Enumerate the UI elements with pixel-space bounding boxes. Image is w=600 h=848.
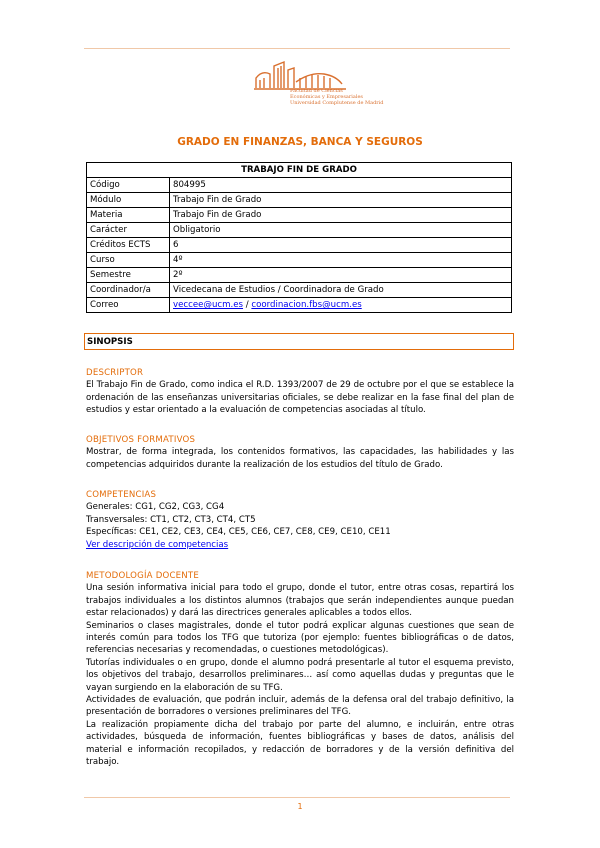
competencias-link[interactable]: Ver descripción de competencias <box>86 539 229 550</box>
header-rule <box>84 48 510 49</box>
metodologia-paragraph: La realización propiamente dicha del trabajo por parte del alumno, e incluirán, entre otras actividades, búsqueda de información, fuentes bibliográficas y bases de datos, análisis del material e información recopilados, y redacción de borradores y de la versión definitiva del trabajo. <box>86 719 514 768</box>
descriptor-title: DESCRIPTOR <box>86 368 144 378</box>
descriptor-text: El Trabajo Fin de Grado, como indica el R.D. 1393/2007 de 29 de octubre por el que se establece la ordenación de las enseñanzas universitarias oficiales, se debe realizar en la fase final del plan de estudios y estar orientado a la evaluación de competencias asociadas al título. <box>86 380 514 416</box>
objetivos-text: Mostrar, de forma integrada, los contenidos formativos, las capacidades, las habilidades y las competencias adquiridos durante la realización de los estudios del título de Grado. <box>86 447 514 470</box>
metodologia-section <box>86 570 514 769</box>
page-number: 1 <box>297 802 303 811</box>
email-label: Correo <box>87 298 170 313</box>
metodologia-paragraph: Tutorías individuales o en grupo, donde el alumno podrá presentarle al tutor el esquema previsto, los objetivos del trabajo, desarrollos preliminares… así como aquellas dudas y preguntas que le vayan surgiendo en la elaboración de su TFG. <box>86 657 514 693</box>
objetivos-section <box>86 434 514 471</box>
email-link-veccee[interactable]: veccee@ucm.es <box>173 300 244 310</box>
table-row: Carácter Obligatorio <box>87 223 512 238</box>
competencias-section <box>86 489 514 551</box>
table-row: Materia Trabajo Fin de Grado <box>87 208 512 223</box>
table-row-email <box>87 298 512 313</box>
email-link-coordinacion[interactable]: coordinacion.fbs@ucm.es <box>251 300 362 310</box>
course-info-table <box>86 162 512 313</box>
email-separator: / <box>243 300 252 310</box>
table-row: Módulo Trabajo Fin de Grado <box>87 193 512 208</box>
metodologia-paragraph: Seminarios o clases magistrales, donde el tutor podrá explicar algunas cuestiones que sean de interés común para todos los TFG que tutoriza (por ejemplo: fuentes bibliográficas o de datos, referencias necesarias y recomendadas, o cuestiones metodológicas). <box>86 620 514 656</box>
sinopsis-heading: SINOPSIS <box>84 333 514 350</box>
metodologia-title: METODOLOGÍA DOCENTE <box>86 571 200 581</box>
logo-line-3: Universidad Complutense de Madrid <box>290 100 384 106</box>
degree-title: GRADO EN FINANZAS, BANCA Y SEGUROS <box>177 136 423 148</box>
competencias-transversales: Transversales: CT1, CT2, CT3, CT4, CT5 <box>86 514 256 525</box>
metodologia-paragraph: Una sesión informativa inicial para todo el grupo, donde el tutor, entre otras cosas, repartirá los trabajos individuales a los distintos alumnos (trabajos que serán independientes aunque puedan estar relacionados) y dará las directrices generales aplicables a todos ellos. <box>86 583 514 619</box>
competencias-title: COMPETENCIAS <box>86 490 157 500</box>
logo-line-1: Facultad de Ciencias <box>290 88 343 94</box>
logo-line-2: Económicas y Empresariales <box>290 94 363 100</box>
table-row: Curso 4º <box>87 253 512 268</box>
table-row: Semestre 2º <box>87 268 512 283</box>
table-row: Créditos ECTS 6 <box>87 238 512 253</box>
competencias-generales: Generales: CG1, CG2, CG3, CG4 <box>86 502 225 513</box>
footer-rule <box>84 797 510 798</box>
metodologia-paragraph: Actividades de evaluación, que podrán incluir, además de la defensa oral del trabajo definitivo, la presentación de borradores o versiones preliminares del TFG. <box>86 695 514 718</box>
descriptor-section <box>86 367 514 417</box>
table-row: Coordinador/a Vicedecana de Estudios / Coordinadora de Grado <box>87 283 512 298</box>
objetivos-title: OBJETIVOS FORMATIVOS <box>86 435 196 445</box>
table-header: TRABAJO FIN DE GRADO <box>87 163 512 178</box>
competencias-especificas: Específicas: CE1, CE2, CE3, CE4, CE5, CE6, CE7, CE8, CE9, CE10, CE11 <box>86 527 391 538</box>
table-row: Código 804995 <box>87 178 512 193</box>
